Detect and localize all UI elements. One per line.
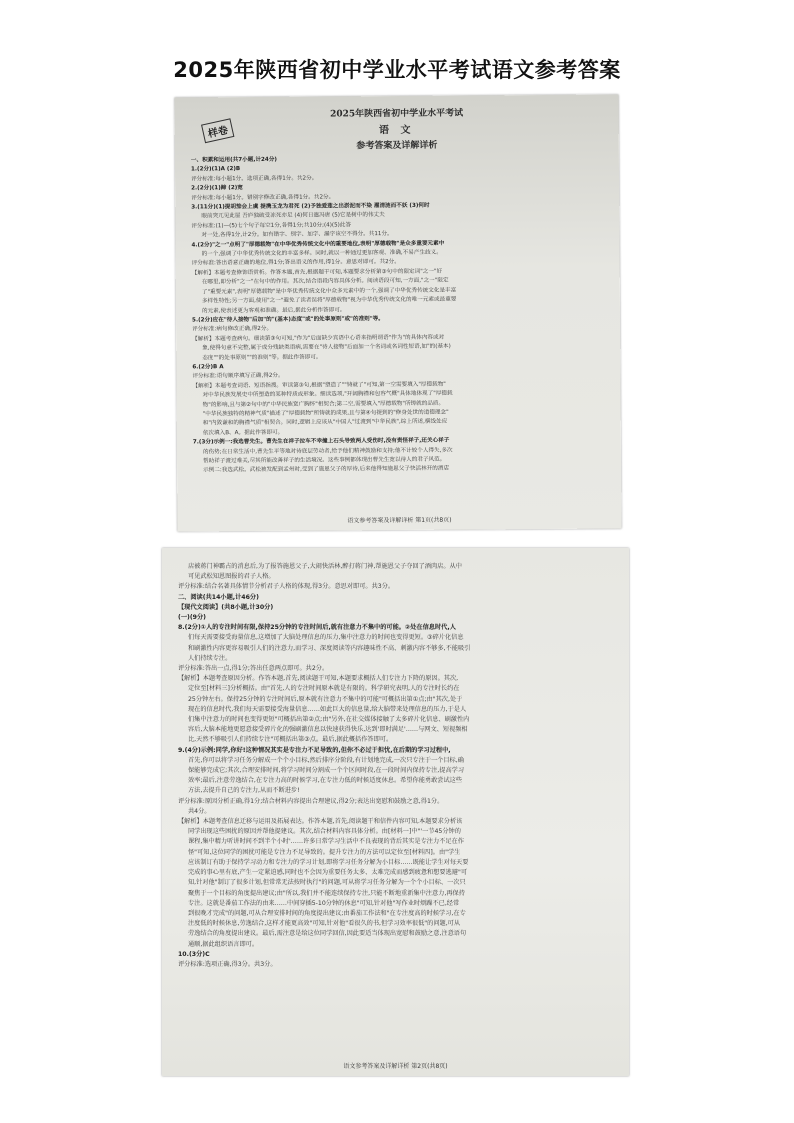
answer-sheet-photo-2 — [162, 548, 629, 1076]
answer-line: 到很晚才完成"的问题,可从合理安排时间的角度提出建议;由番茄工作法和"在专注度高的时候学习,在专 — [188, 909, 466, 917]
sheet-subject: 语 文 — [378, 124, 415, 137]
answer-line: 注度低的时候休息,劳逸结合,这样才能更高效"可知,针对他"看很久的书,但学习效率很低"的问题,可从 — [188, 920, 461, 928]
answer-line: 评分标准:每小题1分。选项正确,各得1分。共2分。 — [191, 175, 318, 183]
answer-line: 物"的影响,且与第②句中的"中华民族宽广胸怀"相契合;第二空,需要填入"厚德载物"所铸就的品质。 — [202, 400, 445, 408]
answer-line: 保能够完成它;其次,合理安排时间,将学习时间分割成一个个区间时段,在一段时间内保持专注,提高学习 — [188, 767, 465, 775]
answer-line: 评分标准:语句顺序填写正确,得2分。 — [192, 373, 284, 380]
answer-line: 评分标准:原因分析正确,得1分;结合材料内容提出合理建议,得2分;表达出宽慰和鼓励之意,得1分。 — [178, 797, 444, 805]
sheet-subtitle: 参考答案及详解详析 — [356, 140, 438, 152]
sheet-exam-title: 2025年陕西省初中学业水平考试 — [330, 108, 464, 120]
answer-line: 们集中注意力的时间也变得更短"可概括出第②点;由"另外,在社交媒体接触了太多碎片化信息、刷激性内 — [188, 716, 470, 724]
answer-line: 专注。这就是番茄工作法的由来……中间穿插5-10分钟的休息"可知,针对他"写作业时烦躁不已,经常 — [188, 899, 460, 907]
answer-line: "中华民族独特的精神气质"描述了"厚德载物"所铸就的成果,且与第④句提到的"修身处世的道德理念" — [202, 409, 449, 418]
answer-line: 的一个,强调了中华优秀传统文化的丰富多样。同时,就以一种通过更加客观、准确,不易产生歧义。 — [201, 249, 442, 258]
answer-line: 和"内敛谦和的胸襟气质"相契合。同时,逻辑上应该从"中国人"过渡到"中华民族",综上所述,横线处应 — [202, 419, 448, 427]
answer-line: 一、积累和运用(共7小题,计24分) — [190, 156, 277, 164]
answer-line: 可见武松知恩图报的君子人格。 — [188, 573, 275, 581]
answer-line: 方法,去提升自己的专注力,从而不断进步! — [188, 787, 300, 795]
answer-line: 劳逸结合的角度提出建议。最后,需注意是给这位同学回信,因此要适当体现出宽慰和鼓励之意,注意语句 — [188, 930, 467, 938]
page-footer: 语文参考答案及详解详析 第2页(共8页) — [343, 1063, 448, 1070]
answer-line: 通顺,据此组织语言即可。 — [188, 940, 259, 948]
answer-line: 多样性特性;另一方面,使用"之一"避免了读者误将"厚德载物"视为中华优秀传统文化的唯一元素或最重要 — [201, 296, 457, 305]
answer-line: 评分标准:答出一点,得1分;答出任意两点即可。共2分。 — [178, 665, 329, 673]
page-title: 2025年陕西省初中学业水平考试语文参考答案 — [173, 58, 621, 82]
answer-line: 现在的信息时代,我们每天需要接受海量信息……如此巨大的信息量,给大脑带来处理信息的压力,于是人 — [188, 705, 467, 713]
answer-line: 帮助祥子渡过难关,尽其所能改善祥子的生活境况。这些事例都体现出曹先生宽以待人的君子风范。 — [203, 456, 446, 465]
answer-line: 态度""的处事原则""的准则"等。据此作答即可。 — [202, 354, 322, 361]
answer-line: 首先,你可以将学习任务分解成一个个小目标,然后排序分阶段,有计划地完成,一次只专注于一个目标,确 — [188, 756, 464, 764]
answer-line: 评分标准:病句修改正确,得2分。 — [192, 326, 273, 333]
answer-line: 9.(4分)示例:同学,你好!这种情况其实是专注力不足导致的,但你不必过于担忧,在后期的学习过程中, — [178, 746, 451, 754]
sheet-header — [191, 105, 603, 153]
answer-line: 对一处,各得1分,计2分。如有错字、别字、加字、漏字该空不得分。共11分。 — [201, 231, 393, 239]
answer-line: 评分标准:(1)—(5)七个句子每空1分,各得1分;共10分;(4)(5)此答 — [191, 222, 352, 230]
answer-line: 应该制订有助于保持学习动力和专注力的学习计划,即将学习任务分解为小目标……既能让学生对每天要 — [188, 858, 469, 866]
answer-line: 对中华民族发展史中所塑造的某种特质或形象。细读选项,"开阔胸襟和包容气概"具体地体现了"厚德载 — [202, 390, 453, 399]
answer-line: 评分标准:每小题1分。错别字修改正确,各得1分。共2分。 — [191, 194, 335, 202]
answer-line: 象,使得句意不完整,属于成分残缺类语病,需要在"待人接物"后面加一个名词或名词性短语,如"的(基本) — [202, 343, 451, 352]
answer-line: 【解析】本题考查词语、短语指搜。审读第③句,根据"塑造了""铸就了"可知,第一空需要填入"厚德载物" — [192, 381, 446, 390]
answer-line: 和刷激性内容更容易吸引人们的注意力,而学习、深度阅读等内容趣味性不高、刺激内容不够多,不能吸引 — [188, 644, 471, 652]
answer-text-block — [191, 154, 605, 477]
answer-line: 效率;最后,注意劳逸结合,在专注力高的时候学习,在专注力低的时候适度休息。希望你能勇敢尝试这些 — [188, 777, 463, 785]
answer-line: 2.(2分)(1)蹄 (2)宽 — [191, 185, 243, 192]
answer-line: 同学出现这些困扰的原因并帮他提建议。其次,结合材料内容具体分析。由[材料一]中"'一节45分钟的 — [188, 828, 461, 836]
answer-line: 【解析】本题考查修饰语赏析。作答本题,首先,根据题干可知,本题要求分析第③句中的限定词"之一"好 — [191, 268, 443, 277]
answer-line: 25分钟左右。保持25分钟的专注时间后,原本就有注意力不集中的可能"可概括出第①点;由"其次,处于 — [188, 695, 463, 703]
answer-line: 聚焦于一个目标的角度提出建议;由"所以,我们并不能连续保持专注,只能不断地重新集中注意力,再保持 — [188, 889, 465, 897]
answer-line: 【现代文阅读】(共8小题,计30分) — [178, 603, 274, 611]
answer-line: 知,针对他"制订了很多计划,但常常无法按时执行"的问题,可从将学习任务分解为一个个小目标、一次只 — [188, 879, 466, 887]
answer-line: 评分标准:结合名著具体情节分析君子人格的体现,得3分。意思对即可。共3分。 — [178, 583, 395, 591]
answer-line: 4.(2分)"之一"点明了"厚德载物"在中华优秀传统文化中的重要地位,表明"厚德载物"是众多重要元素中 — [191, 240, 445, 249]
answer-line: 了"重要元素",表明"厚德载物"是中华优秀传统文化中众多元素中的一个,强调了中华优秀传统文化是丰富 — [201, 287, 457, 296]
answer-line: (一)(9分) — [178, 614, 206, 622]
answer-line: 人们持续专注。 — [188, 654, 232, 662]
answer-line: 依次填入B、A。据此作答即可。 — [202, 429, 284, 437]
answer-line: 【解析】本题考查病句。细读第③句可知,"作为"后面缺少宾语中心语来指明谓语"作为"的具体内容或对 — [192, 334, 445, 343]
answer-line: 【解析】本题考查信息迁移与运用及拓展表达。作答本题,首先,阅读题干和信件内容可知,本题要求分析该 — [178, 818, 463, 826]
answer-line: 5.(2分)应在"待人接物"后加"的"(基本)态度"或"的处事原则"或"的准则"等。 — [192, 316, 384, 324]
answer-line: 在哪里,即分析"之一"在句中的作用。其次,结合语段内容具体分析。阅读语段可知,一方面,"之一"限定 — [201, 277, 449, 286]
answer-line: 【解析】本题考查原因分析。作答本题,首先,阅读题干可知,本题要求概括人们专注力下降的原因。其次, — [178, 675, 459, 683]
answer-line: 们每天需要接受海量信息,这增加了大脑处理信息的压力,集中注意力的时间也变得更短。③碎片化信息 — [188, 634, 464, 642]
answer-line: 店被蒋门神霸占的消息后,为了报答施恩父子,大闹快活林,醉打蒋门神,帮施恩父子夺回了酒肉店。从中 — [188, 563, 462, 570]
answer-line: 共4分。 — [188, 807, 211, 815]
answer-line: 8.(2分)①人的专注时间有限,保持25分钟的专注时间后,就有注意力不集中的可能。②处在信息时代,人 — [178, 624, 456, 632]
answer-line: 7.(3分)示例一:我选曹先生。曹先生在祥子拉车不幸撞上石头导致两人受伤时,没有责怪祥子,还关心祥子 — [192, 437, 450, 446]
answer-line: 眼前突兀见此屋 吾庐独破受冻死亦足 (4)何日遣冯唐 (5)它是树中的伟丈夫 — [201, 212, 385, 220]
answer-text-block — [178, 562, 613, 970]
answer-line: 6.(2分)B A — [192, 364, 224, 371]
page-footer: 语文参考答案及详解详析 第1页(共8页) — [347, 516, 452, 525]
answer-line: 的元素,使表述更为客观和准确。最后,据此分析作答即可。 — [201, 306, 346, 314]
answer-line: 完成的事心里有底,产生一定紧迫感,同时也不会因为重要任务太多、太难完成而感到疲惫和想要逃避"可 — [188, 869, 468, 877]
answer-line: 二、阅读(共14小题,计46分) — [178, 593, 259, 601]
answer-line: 怪"可知,这位同学的困扰可能是专注力不足导致的。提升专注力的方法可以定位至[材料四]。由"学生 — [188, 848, 461, 856]
answer-line: 评分标准:答出语意正确的地位,得1分;答出语义的作用,得1分。意思对即可。共2分。 — [191, 259, 400, 267]
answer-line: 容后,大脑本能地更愿意接受碎片化的强刷激信息以快速获得快乐,达到'即时满足'……与网文、短视频相 — [188, 726, 468, 734]
answer-line: 评分标准:选项正确,得3分。共3分。 — [178, 960, 277, 968]
answer-line: 定位至[材料三]分析概括。由"首先,人的专注时间原本就是有限的。科学研究表明,人的专注时长约在 — [188, 685, 460, 693]
answer-line: 10.(3分)C — [178, 950, 210, 958]
answer-line: 示例二:我选武松。武松被发配到孟州时,受到了施恩父子的厚待,后来他得知施恩父子快活林开的酒店 — [203, 466, 450, 474]
answer-line: 课程,集中精力听讲时间不到半个小时'……许多日常学习生活中不良表现的背后其实是专注力不足在作 — [188, 838, 464, 846]
answer-sheet-photo-1 — [174, 94, 621, 531]
answer-line: 比,天然不够吸引人们持续专注"可概括出第③点。最后,据此概括作答即可。 — [188, 736, 393, 744]
answer-line: 1.(2分)(1)A (2)B — [190, 166, 241, 173]
answer-line: 的伤势;在日常生活中,曹先生平等地对待底层劳动者,给予他们精神鼓励和支持;他不计较个人得失,多次 — [202, 447, 453, 455]
sample-stamp: 样卷 — [201, 118, 234, 143]
answer-line: 3.(11分)(1)提胡笳会上虞 提携玉龙为君死 (2)予独爱莲之出淤泥而不染 濯清涟而不妖 (3)何时 — [191, 202, 430, 211]
